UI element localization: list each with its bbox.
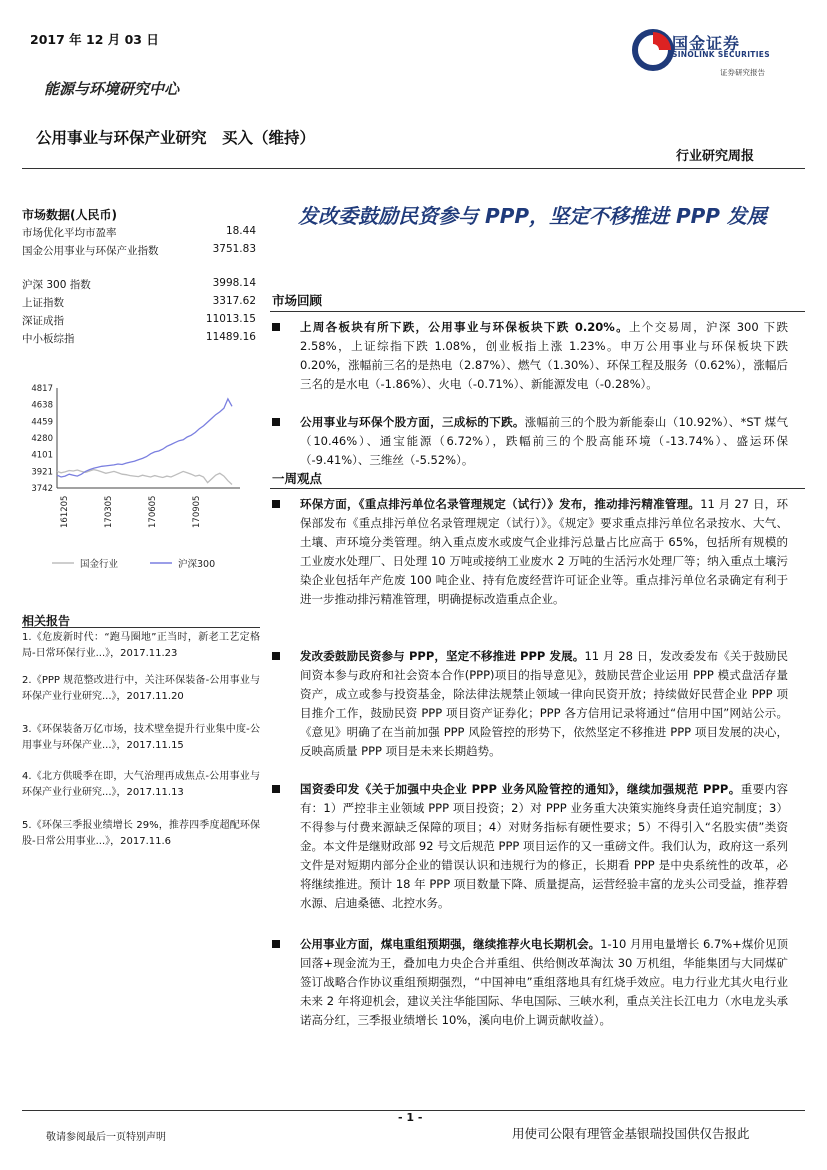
logo-icon bbox=[632, 29, 674, 71]
y-tick-label: 3742 bbox=[31, 484, 53, 494]
paragraph-view-1: 环保方面，《重点排污单位名录管理规定（试行）》发布，推动排污精准管理。11 月 27 日，环保部发布《重点排污单位名录管理规定（试行）》。《规定》要求重点排污单位名录按水、大气、土壤、声环境分类管理。纳入重点废水或废气企业排污总量占比应高于 65%，包括所有规模的工业废水处理厂、日处理 10 万吨或接纳工业废水 2 万吨的生活污水处理厂等；纳入重点土壤污染企业包括年产危废 100 吨企业、持有危废经营许可证企业等。重点排污单位名录确定有利于进一步推动排污精准管理，明确提标改造重点企业。 bbox=[300, 497, 788, 606]
paragraph-view-3: 国资委印发《关于加强中央企业 PPP 业务风险管控的通知》，继续加强规范 PPP。重要内容有：1）严控非主业领域 PPP 项目投资；2）对 PPP 业务重大决策实施终身责任追究制度；3）不得参与付费来源缺乏保障的项目；4）对财务指标有硬性要求；5）不得引入“名股实债”类资金。本文件是继财政部 92 号文后规范 PPP 项目运作的又一重磅文件。我们认为，政府这一系列文件是对短期内部分企业的错误认识和违规行为的修正，长期看 PPP 是中央系统性的改革，必将继续推进。预计 18 年 PPP 项目数量下降、质量提高，运营经验丰富的龙头公司受益，推荐碧水源、启迪桑德、北控水务。 bbox=[300, 782, 789, 910]
bullet-icon bbox=[272, 652, 280, 660]
market-data-row: 市场优化平均市盈率 18.44 bbox=[22, 225, 256, 239]
series-line bbox=[57, 399, 232, 477]
y-tick-label: 4638 bbox=[31, 400, 53, 411]
x-tick-label: 161205 bbox=[60, 495, 70, 528]
related-report-item[interactable]: 5.《环保三季报业绩增长 29%，推荐四季度超配环保股-日常公用事业...》，2017.11.6 bbox=[22, 820, 260, 847]
report-type: 行业研究周报 bbox=[676, 149, 755, 164]
logo-subtitle: 证券研究报告 bbox=[720, 68, 765, 77]
footer-statement: 用使司公限有理管金基银瑞投国供仅告报此 bbox=[512, 1126, 750, 1141]
section-divider bbox=[270, 311, 805, 312]
related-reports-heading: 相关报告 bbox=[22, 614, 71, 628]
market-data-row: 中小板综指 11489.16 bbox=[22, 331, 256, 345]
x-tick-label: 170905 bbox=[192, 495, 202, 528]
related-report-item[interactable]: 2.《PPP 规范整改进行中，关注环保装备-公用事业与环保产业行业研究...》，2017.11.20 bbox=[22, 675, 260, 702]
header-divider bbox=[22, 168, 805, 169]
y-tick-label: 3921 bbox=[31, 467, 53, 478]
bullet-icon bbox=[272, 323, 280, 331]
market-data-row: 沪深 300 指数 3998.14 bbox=[22, 277, 256, 291]
logo-text-en: SINOLINK SECURITIES bbox=[672, 50, 770, 59]
x-tick-label: 170305 bbox=[104, 495, 114, 528]
market-data-heading: 市场数据(人民币) bbox=[22, 208, 117, 222]
section-divider bbox=[270, 488, 805, 489]
y-tick-label: 4101 bbox=[31, 450, 53, 461]
paragraph-market-2: 公用事业与环保个股方面，三成标的下跌。涨幅前三的个股为新能泰山（10.92%）、*ST 煤气（10.46%）、通宝能源（6.72%），跌幅前三的个股高能环境（-13.74%）、盛运环保（-9.41%）、三维丝（-5.52%）。 bbox=[300, 415, 788, 467]
bullet-icon bbox=[272, 500, 280, 508]
market-data-row: 国金公用事业与环保产业指数 3751.83 bbox=[22, 243, 256, 257]
research-center: 能源与环境研究中心 bbox=[44, 80, 180, 98]
page-number: - 1 - bbox=[398, 1111, 423, 1124]
bullet-icon bbox=[272, 785, 280, 793]
report-title: 发改委鼓励民资参与 PPP，坚定不移推进 PPP 发展 bbox=[298, 204, 767, 228]
y-tick-label: 4280 bbox=[31, 433, 53, 444]
market-data-row: 深证成指 11013.15 bbox=[22, 313, 256, 327]
bullet-icon bbox=[272, 418, 280, 426]
related-report-item[interactable]: 4.《北方供暖季在即，大气治理再成焦点-公用事业与环保产业行业研究...》，2017.11.13 bbox=[22, 771, 260, 798]
footer-divider bbox=[22, 1110, 805, 1111]
legend-label: 沪深300 bbox=[178, 559, 216, 570]
disclaimer-note: 敬请参阅最后一页特别声明 bbox=[46, 1132, 166, 1143]
paragraph-view-2: 发改委鼓励民资参与 PPP，坚定不移推进 PPP 发展。11 月 28 日，发改委发布《关于鼓励民间资本参与政府和社会资本合作(PPP)项目的指导意见》，鼓励民营企业运用 PPP 模式盘活存量资产，成立或参与投资基金，除法律法规禁止领域一律向民资开放；持续做好民营企业 PPP 项目推介工作，鼓励民资 PPP 项目资产证券化；PPP 各方信用记录将通过“信用中国”网站公示。《意见》明确了在当前加强 PPP 风险管控的形势下，依然坚定不移推进 PPP 项目发展的决心，反映高质量 PPP 项目是未来长期趋势。 bbox=[300, 649, 788, 758]
section-weekly-view: 一周观点 bbox=[272, 471, 323, 486]
paragraph-market-1: 上周各板块有所下跌，公用事业与环保板块下跌 0.20%。上个交易周，沪深 300 下跌 2.58%，上证综指下跌 1.08%，创业板指上涨 1.23%。申万公用事业与环保板块下跌 0.20%，涨幅前三名的是热电（2.87%）、燃气（1.30%）、环保工程及服务（0.62%），涨幅后三名的是水电（-1.86%）、火电（-0.71%）、新能源发电（-0.28%）。 bbox=[300, 320, 788, 391]
y-tick-label: 4459 bbox=[31, 417, 53, 428]
logo-text-cn: 国金证券 bbox=[672, 34, 741, 53]
index-line-chart bbox=[22, 380, 260, 580]
bullet-icon bbox=[272, 940, 280, 948]
x-tick-label: 170605 bbox=[148, 495, 158, 528]
series-line bbox=[57, 470, 232, 485]
related-report-item[interactable]: 1.《危废新时代：“跑马圈地”正当时，新老工艺定格局-日常环保行业...》，2017.11.23 bbox=[22, 632, 260, 659]
y-tick-label: 4817 bbox=[31, 384, 53, 394]
paragraph-view-4: 公用事业方面，煤电重组预期强，继续推荐火电长期机会。1-10 月用电量增长 6.7%+煤价见顶回落+现金流为王，叠加电力央企合并重组、供给侧改革淘汰 30 万机组，华能集团与大同煤矿签订战略合作协议重组预期强烈，“中国神电”重组落地具有红烧手效应。电力行业尤其火电行业未来 2 年将迎机会，建议关注华能国际、华电国际、三峡水利，重点关注长江电力（水电龙头承诺高分红，三季报业绩增长 10%，溪向电价上调贡献收益）。 bbox=[300, 937, 788, 1027]
sector-rating: 公用事业与环保产业研究 买入（维持） bbox=[36, 129, 316, 147]
legend-label: 国金行业 bbox=[80, 559, 119, 570]
related-report-item[interactable]: 3.《环保装备万亿市场，技术壁垒提升行业集中度-公用事业与环保产业...》，2017.11.15 bbox=[22, 724, 260, 751]
report-date: 2017 年 12 月 03 日 bbox=[30, 32, 159, 47]
related-divider bbox=[22, 627, 260, 628]
section-market-review: 市场回顾 bbox=[272, 293, 323, 308]
market-data-row: 上证指数 3317.62 bbox=[22, 295, 256, 309]
